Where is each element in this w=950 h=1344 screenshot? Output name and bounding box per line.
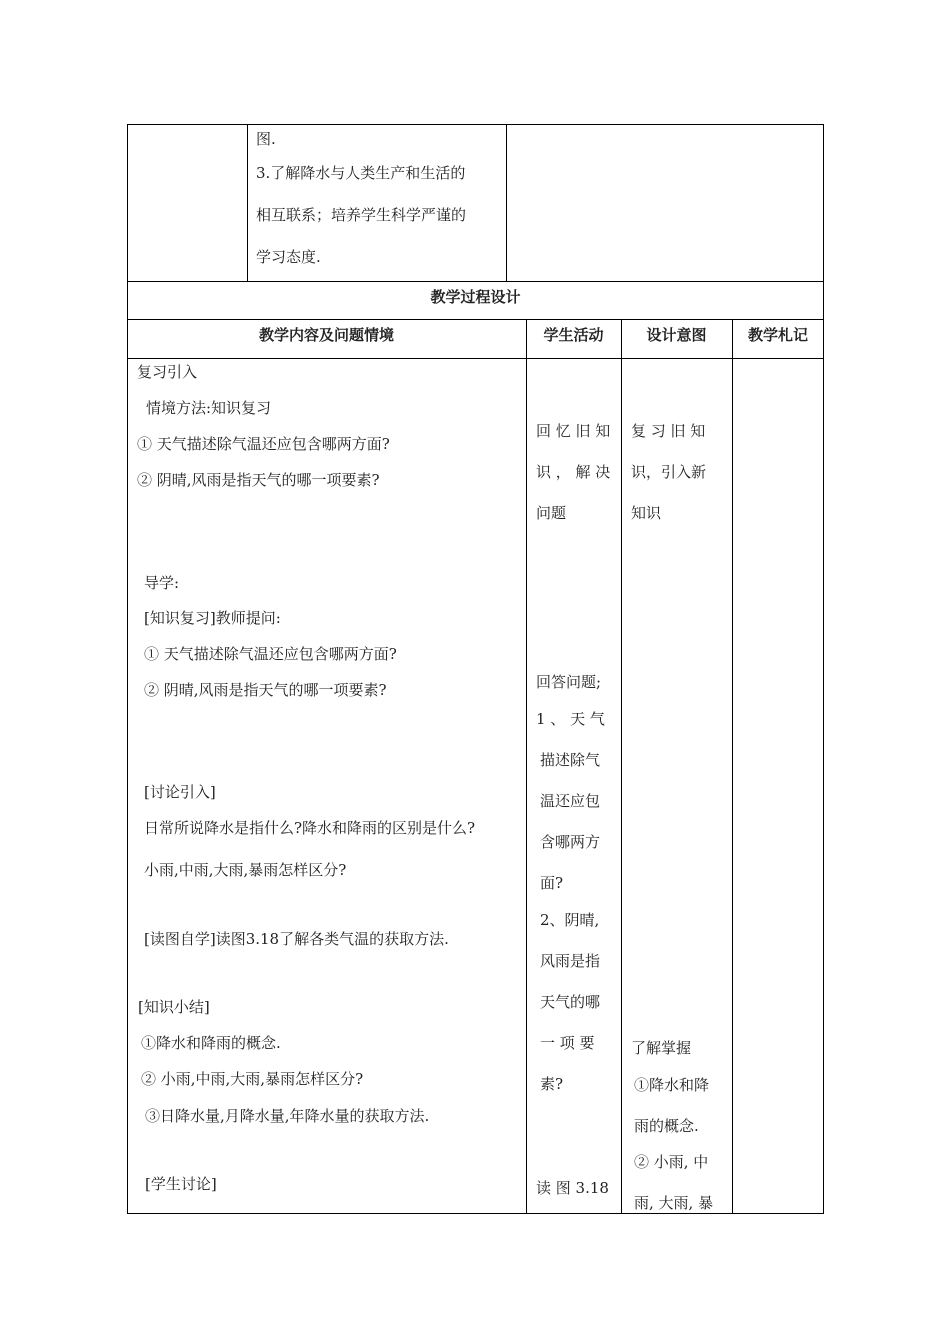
student-line: 1 、 天 气: [536, 710, 605, 728]
student-line: 读 图 3.18: [536, 1179, 609, 1197]
student-line: 含哪两方: [540, 833, 601, 851]
content-line: ① 天气描述除气温还应包含哪两方面?: [137, 435, 390, 453]
content-line: [学生讨论]: [145, 1175, 217, 1193]
intent-line: 知识: [631, 504, 662, 522]
intent-line: ①降水和降: [634, 1076, 710, 1094]
student-line: 天气的哪: [540, 993, 601, 1011]
divider-header-row: [127, 358, 824, 359]
student-line: 描述除气: [540, 751, 601, 769]
content-line: ①降水和降雨的概念.: [141, 1034, 281, 1052]
content-line: [讨论引入]: [144, 783, 216, 801]
objective-line: 图.: [256, 130, 276, 148]
student-line: 2、阴晴,: [540, 911, 600, 929]
divider-title-row: [127, 319, 824, 320]
divider-col-content: [526, 319, 527, 1214]
section-title: 教学过程设计: [430, 288, 521, 306]
content-line: 日常所说降水是指什么?降水和降雨的区别是什么?: [144, 819, 476, 837]
content-line: 情境方法:知识复习: [146, 399, 272, 417]
objective-line: 相互联系；培养学生科学严谨的: [256, 206, 467, 224]
student-line: 风雨是指: [540, 952, 601, 970]
student-line: 回答问题;: [536, 673, 602, 691]
student-line: 温还应包: [540, 792, 601, 810]
intent-line: 识，引入新: [631, 463, 707, 481]
student-line: 识 ， 解 决: [536, 463, 611, 481]
student-line: 问题: [536, 504, 567, 522]
student-line: 一 项 要: [540, 1034, 595, 1052]
header-content: 教学内容及问题情境: [258, 326, 394, 344]
content-line: ① 天气描述除气温还应包含哪两方面?: [144, 645, 397, 663]
divider-col-intent: [732, 319, 733, 1214]
divider-col-student: [621, 319, 622, 1214]
content-line: ③日降水量,月降水量,年降水量的获取方法.: [145, 1107, 430, 1125]
intent-line: ② 小雨, 中: [634, 1153, 709, 1171]
objective-line: 3.了解降水与人类生产和生活的: [256, 164, 466, 182]
divider-top-col2: [506, 124, 507, 281]
content-line: ② 小雨,中雨,大雨,暴雨怎样区分?: [141, 1070, 364, 1088]
intent-line: 复 习 旧 知: [631, 422, 706, 440]
content-line: ② 阴晴,风雨是指天气的哪一项要素?: [144, 681, 387, 699]
student-line: 回 忆 旧 知: [536, 422, 611, 440]
content-line: [知识小结]: [138, 998, 210, 1016]
intent-line: 雨, 大雨, 暴: [634, 1194, 714, 1212]
content-line: [知识复习]教师提问:: [144, 609, 281, 627]
content-line: 小雨,中雨,大雨,暴雨怎样区分?: [144, 861, 347, 879]
student-line: 素?: [540, 1075, 564, 1093]
header-intent: 设计意图: [646, 326, 707, 344]
header-notes: 教学札记: [747, 326, 808, 344]
header-student: 学生活动: [543, 326, 604, 344]
divider-top-col1: [247, 124, 248, 281]
intent-line: 了解掌握: [631, 1039, 692, 1057]
intent-line: 雨的概念.: [634, 1117, 699, 1135]
content-line: 复习引入: [137, 363, 198, 381]
objective-line: 学习态度.: [256, 248, 321, 266]
content-line: 导学:: [144, 574, 180, 592]
content-line: ② 阴晴,风雨是指天气的哪一项要素?: [137, 471, 380, 489]
content-line: [读图自学]读图3.18了解各类气温的获取方法.: [144, 930, 449, 948]
divider-top-section: [127, 281, 824, 282]
student-line: 面?: [540, 874, 564, 892]
